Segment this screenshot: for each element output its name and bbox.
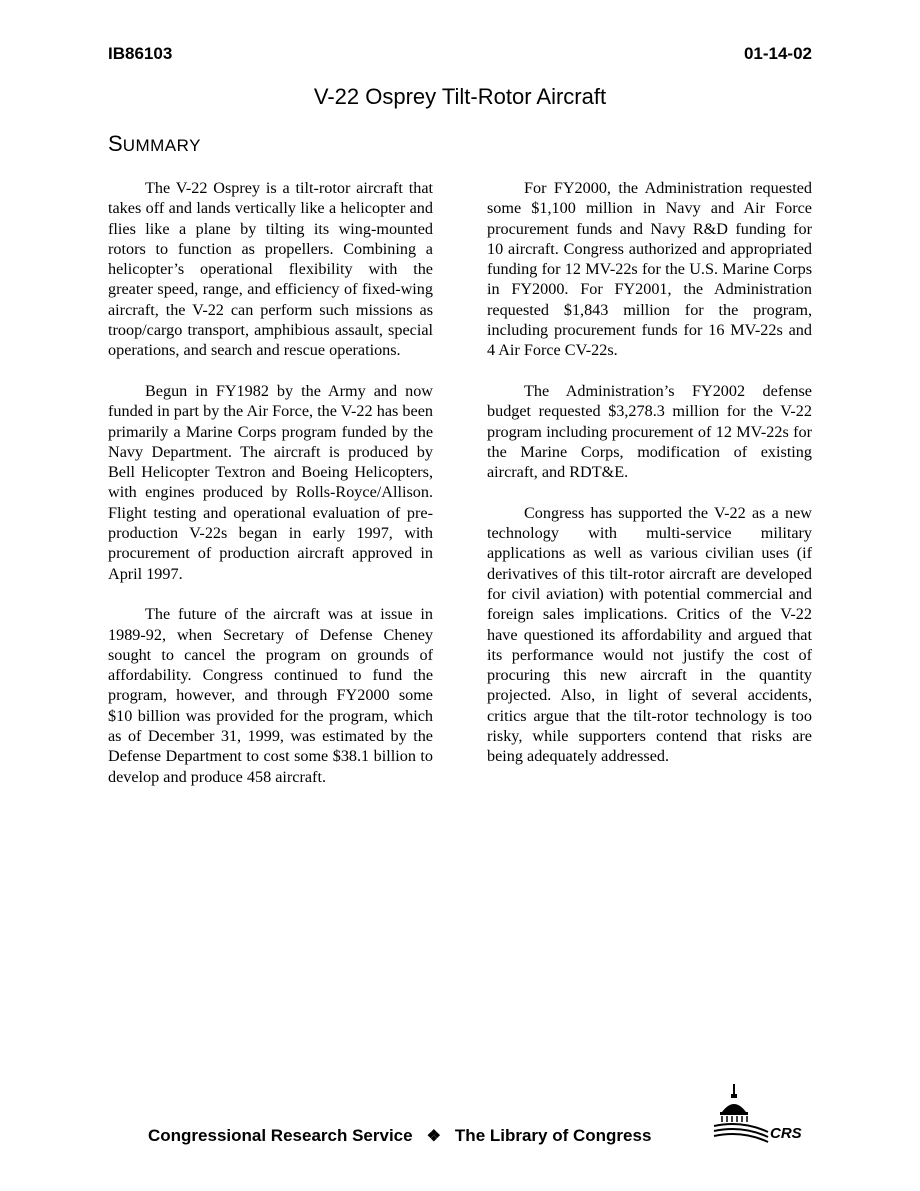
paragraph: The future of the aircraft was at issue in 1989-92, when Secretary of Defense Cheney sought to cancel the program on grounds of affordability. Congress continued to fund the program, however, and through FY2000 some $10 billion was provided for the program, which as of December 31, 1999, was estimated by the Defense Department to cost some $38.1 billion to develop and produce 458 aircraft. bbox=[108, 605, 433, 786]
page-title: V-22 Osprey Tilt-Rotor Aircraft bbox=[313, 84, 607, 109]
footer bbox=[148, 1126, 651, 1146]
section-heading bbox=[108, 131, 201, 157]
paragraph: The Administration’s FY2002 defense budget requested $3,278.3 million for the V-22 program including procurement of 12 MV-22s for the Marine Corps, modification of existing aircraft, and RDT&E. bbox=[487, 381, 812, 482]
paragraph: For FY2000, the Administration requested some $1,100 million in Navy and Air Force procurement funds and Navy R&D funding for 10 aircraft. Congress authorized and appropriated funding for 12 MV-22s for the U.S. Marine Corps in FY2000. For FY2001, the Administration requested $1,843 million for the program, including procurement funds for 16 MV-22s and 4 Air Force CV-22s. bbox=[487, 179, 812, 360]
report-id: IB86103 bbox=[108, 44, 173, 63]
report-date: 01-14-02 bbox=[743, 44, 812, 63]
section-heading-rest: UMMARY bbox=[122, 136, 201, 155]
left-column bbox=[108, 178, 433, 807]
right-column bbox=[487, 178, 812, 787]
footer-publisher: Congressional Research Service bbox=[148, 1126, 413, 1145]
capitol-dome-icon bbox=[712, 1082, 808, 1144]
paragraph: The V-22 Osprey is a tilt-rotor aircraft that takes off and lands vertically like a helicopter and flies like a plane by tilting its wing-mounted rotors to function as propellers. Combining a helicopter’s operational flexibility with the greater speed, range, and efficiency of fixed-wing aircraft, the V-22 can perform such missions as troop/cargo transport, amphibious assault, special operations, and search and rescue operations. bbox=[108, 179, 433, 360]
paragraph: Begun in FY1982 by the Army and now funded in part by the Air Force, the V-22 has been primarily a Marine Corps program funded by the Navy Department. The aircraft is produced by Bell Helicopter Textron and Boeing Helicopters, with engines produced by Rolls-Royce/Allison. Flight testing and operational evaluation of pre-production V-22s began in early 1997, with procurement of production aircraft approved in April 1997. bbox=[108, 381, 433, 583]
paragraph: Congress has supported the V-22 as a new technology with multi-service military applications as well as various civilian uses (if derivatives of this tilt-rotor aircraft are developed for civil aviation) with potential commercial and foreign sales implications. Critics of the V-22 have questioned its affordability and argued that its performance would not justify the cost of procuring this new aircraft in the quantity projected. Also, in light of several accidents, critics argue that the tilt-rotor technology is too risky, while supporters contend that risks are being adequately addressed. bbox=[487, 503, 812, 766]
logo-text: CRS bbox=[770, 1125, 802, 1142]
footer-separator-icon: ❖ bbox=[426, 1128, 441, 1145]
section-heading-cap: S bbox=[108, 131, 123, 156]
footer-library: The Library of Congress bbox=[454, 1126, 652, 1145]
